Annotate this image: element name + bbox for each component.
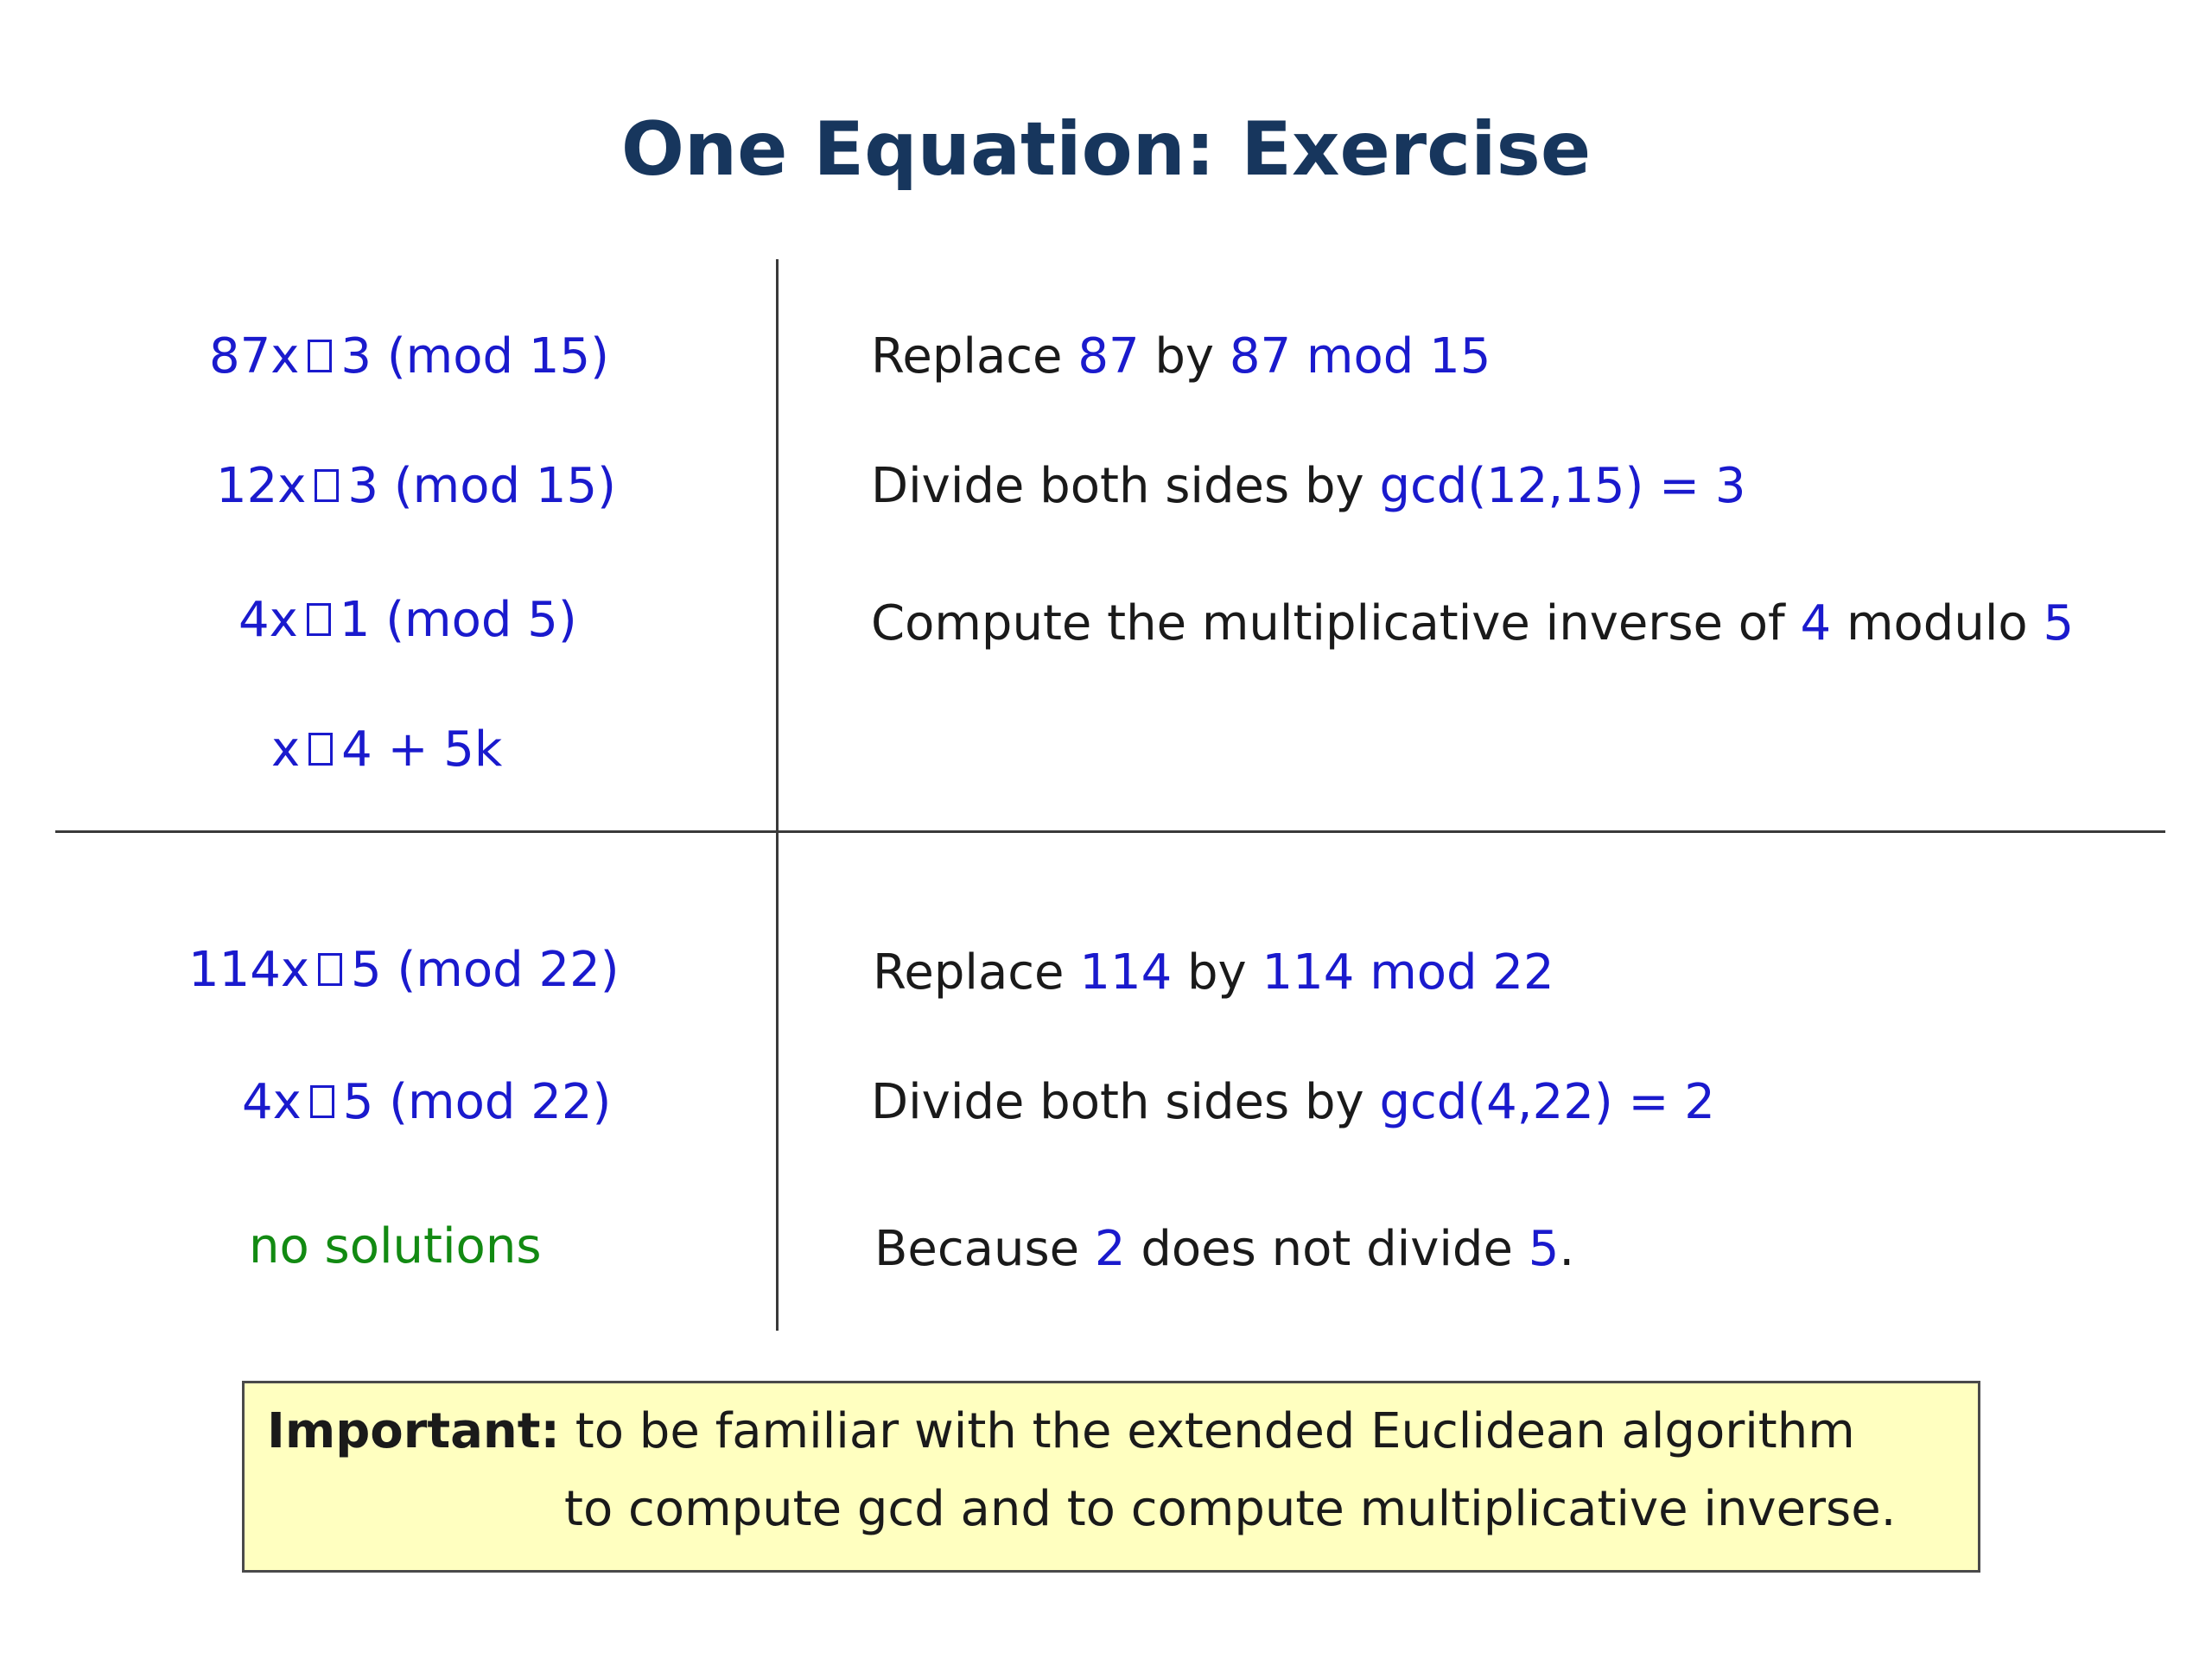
- congruence-symbol-icon: [307, 603, 331, 636]
- note-text: Divide both sides by: [871, 1074, 1380, 1130]
- equation-rhs: 3 (mod 15): [347, 458, 616, 514]
- note-math: 5: [1528, 1221, 1560, 1277]
- step-note: [871, 458, 1746, 514]
- note-math: 5: [2043, 595, 2075, 652]
- equation-lhs: 114x: [188, 942, 310, 998]
- equation-lhs: 4x: [242, 1074, 302, 1130]
- callout-text: to be familiar with the extended Euclidean algorithm: [559, 1403, 1855, 1459]
- equation-rhs: 4 + 5k: [341, 721, 503, 778]
- congruence-symbol-icon: [310, 1085, 334, 1118]
- congruence-symbol-icon: [308, 340, 332, 372]
- slide-title: One Equation: Exercise: [620, 106, 1592, 193]
- equation-row: [209, 328, 609, 385]
- step-note: [871, 1074, 1715, 1130]
- callout-line-1: [267, 1402, 1855, 1460]
- note-math: 4: [1800, 595, 1832, 652]
- note-text: modulo: [1831, 595, 2044, 652]
- step-note: [874, 1221, 1575, 1277]
- equation-row: [216, 458, 616, 514]
- step-note: [873, 944, 1554, 1001]
- equation-lhs: 87x: [209, 328, 300, 385]
- note-text: Because: [874, 1221, 1095, 1277]
- note-text: does not divide: [1125, 1221, 1529, 1277]
- equation-lhs: 12x: [216, 458, 307, 514]
- important-callout-box: [242, 1381, 1980, 1573]
- note-text: Replace: [871, 328, 1078, 385]
- horizontal-divider: [55, 830, 2165, 833]
- note-math: 2: [1094, 1221, 1126, 1277]
- congruence-symbol-icon: [308, 733, 333, 766]
- note-math: gcd(4,22) = 2: [1379, 1074, 1715, 1130]
- equation-rhs: 5 (mod 22): [342, 1074, 612, 1130]
- note-text: Divide both sides by: [871, 458, 1380, 514]
- equation-row: [188, 942, 620, 998]
- note-math: gcd(12,15) = 3: [1379, 458, 1746, 514]
- note-math: 114: [1079, 944, 1173, 1001]
- equation-rhs: 1 (mod 5): [339, 592, 577, 648]
- note-text: .: [1559, 1221, 1575, 1277]
- result-no-solutions: no solutions: [249, 1218, 542, 1274]
- congruence-symbol-icon: [318, 953, 342, 986]
- note-text: by: [1172, 944, 1262, 1001]
- equation-lhs: x: [271, 721, 301, 778]
- callout-line-2: to compute gcd and to compute multiplicative inverse.: [564, 1481, 1897, 1537]
- note-text: Replace: [873, 944, 1080, 1001]
- note-math: 87 mod 15: [1229, 328, 1491, 385]
- note-math: 114 mod 22: [1262, 944, 1554, 1001]
- note-text: Compute the multiplicative inverse of: [871, 595, 1801, 652]
- equation-rhs: 5 (mod 22): [351, 942, 620, 998]
- equation-rhs: 3 (mod 15): [340, 328, 609, 385]
- equation-lhs: 4x: [238, 592, 298, 648]
- callout-label: Important:: [267, 1403, 560, 1459]
- step-note: [871, 595, 2075, 652]
- step-note: [871, 328, 1491, 385]
- equation-row: [271, 721, 503, 778]
- note-text: by: [1139, 328, 1230, 385]
- congruence-symbol-icon: [315, 469, 339, 502]
- vertical-divider: [776, 259, 779, 1331]
- equation-row: [242, 1074, 612, 1130]
- equation-row: [238, 592, 577, 648]
- note-math: 87: [1077, 328, 1140, 385]
